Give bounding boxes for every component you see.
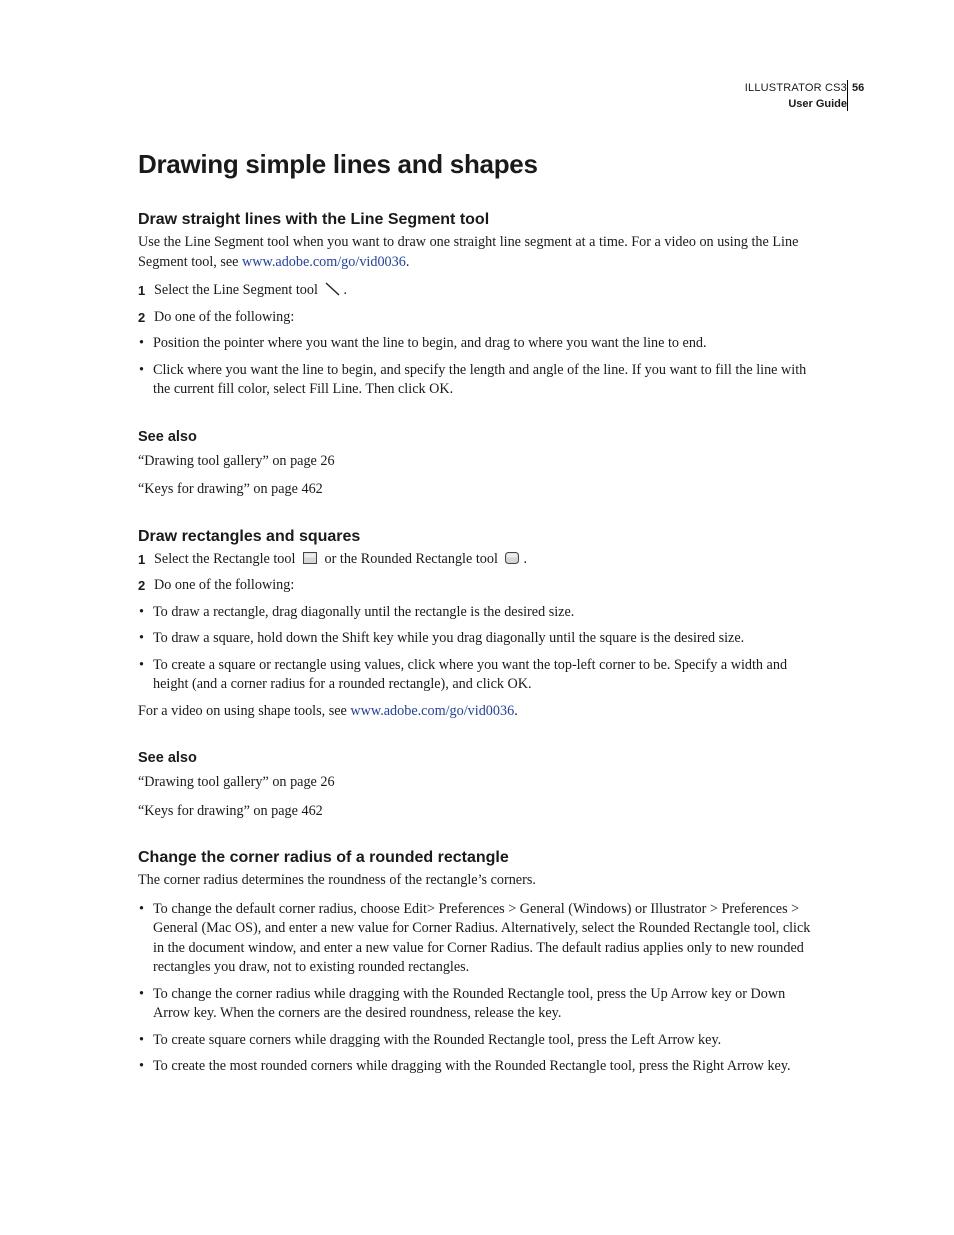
- rectangle-tool-icon: [302, 551, 318, 565]
- see-also-item[interactable]: [138, 802, 818, 822]
- list-item-text: To create a square or rectangle using values, click where you want the top-left corner to be. Specify a width and height (and a corner radius for a rounded rectangle), and click OK.: [153, 656, 788, 692]
- section-intro: [138, 233, 818, 272]
- section-heading-corner-radius: Change the corner radius of a rounded rectangle: [138, 849, 509, 866]
- step-text: Select the Line Segment tool: [154, 282, 318, 298]
- intro-end: .: [405, 253, 410, 270]
- bullet-glyph: •: [139, 361, 144, 378]
- list-item: [138, 603, 818, 623]
- product-name: ILLUSTRATOR CS3: [744, 82, 847, 94]
- see-also-text[interactable]: “Keys for drawing” on page 462: [138, 481, 323, 497]
- see-also-text[interactable]: “Keys for drawing” on page 462: [138, 802, 323, 819]
- list-item-text: Position the pointer where you want the line to begin, and drag to where you want the line to end.: [153, 335, 707, 351]
- bullet-glyph: •: [139, 630, 144, 646]
- list-item: [138, 656, 818, 695]
- video-note-text: For a video on using shape tools, see: [138, 702, 351, 719]
- video-note: [138, 702, 818, 722]
- bullet-glyph: •: [139, 656, 144, 673]
- list-item: [138, 361, 818, 400]
- bullet-glyph: •: [139, 335, 144, 351]
- intro-text: The corner radius determines the roundness of the rectangle’s corners.: [138, 872, 536, 888]
- bullet-glyph: •: [139, 1031, 144, 1048]
- step-text: Do one of the following:: [154, 308, 295, 325]
- see-also-item[interactable]: [138, 480, 818, 500]
- see-also-item[interactable]: [138, 773, 818, 793]
- video-note-end: .: [514, 702, 518, 719]
- list-item: [138, 1031, 818, 1051]
- list-item-text: To create square corners while dragging with the Rounded Rectangle tool, press the Left Arrow key.: [153, 1031, 722, 1048]
- see-also-item[interactable]: [138, 452, 818, 472]
- step-number: 1: [138, 551, 146, 567]
- running-head: [745, 80, 847, 112]
- section-heading-line-segment: Draw straight lines with the Line Segment tool: [138, 211, 490, 228]
- intro-text: Use the Line Segment tool when you want to draw one straight line segment at a time. For a video on using the Line Segment tool, see: [138, 234, 799, 270]
- list-item-text: To draw a square, hold down the Shift key while you drag diagonally until the square is the desired size.: [153, 630, 745, 646]
- section-intro: [138, 871, 818, 891]
- list-item: [138, 900, 818, 978]
- step-2: [138, 308, 818, 328]
- see-also-text[interactable]: “Drawing tool gallery” on page 26: [138, 452, 335, 469]
- see-also-heading: See also: [138, 750, 197, 766]
- list-item-text: To draw a rectangle, drag diagonally until the rectangle is the desired size.: [153, 603, 575, 620]
- step-number: 1: [138, 283, 146, 298]
- video-link[interactable]: www.adobe.com/go/vid0036: [242, 253, 406, 270]
- list-item: [138, 629, 818, 649]
- list-item-text: Click where you want the line to begin, and specify the length and angle of the line. If you want to fill the line with the current fill color, select Fill Line. Then click OK.: [153, 361, 807, 397]
- list-item-text: To create the most rounded corners while dragging with the Rounded Rectangle tool, press the Right Arrow key.: [153, 1058, 791, 1074]
- rounded-rectangle-tool-icon: [504, 551, 520, 565]
- step-1: [138, 550, 818, 570]
- page-content: [138, 146, 818, 1077]
- step-text: Select the Rectangle tool: [154, 550, 296, 567]
- bullet-glyph: •: [139, 1058, 144, 1074]
- list-item: [138, 985, 818, 1024]
- bullet-glyph: •: [139, 900, 144, 917]
- step-number: 2: [138, 578, 146, 593]
- page-title: Drawing simple lines and shapes: [138, 149, 538, 179]
- video-link[interactable]: www.adobe.com/go/vid0036: [350, 702, 515, 719]
- step-end: .: [343, 282, 347, 298]
- list-item: [138, 334, 818, 354]
- step-1: [138, 281, 818, 301]
- line-segment-tool-icon: [324, 282, 340, 296]
- see-also-heading: See also: [138, 428, 197, 445]
- bullet-glyph: •: [139, 985, 144, 1002]
- page-number: 56: [847, 80, 864, 111]
- step-text-b: or the Rounded Rectangle tool: [324, 550, 498, 567]
- list-item: [138, 1057, 818, 1077]
- step-end: .: [523, 550, 527, 567]
- step-2: [138, 576, 818, 596]
- list-item-text: To change the corner radius while dragging with the Rounded Rectangle tool, press the Up Arrow key or Down Arrow key. When the corners are the desired roundness, release the key.: [153, 985, 786, 1021]
- step-text: Do one of the following:: [154, 577, 295, 593]
- guide-name: User Guide: [788, 98, 847, 110]
- list-item-text: To change the default corner radius, choose Edit> Preferences > General (Windows) or Illustrator > Preferences > General (Mac OS), and enter a new value for Corner Radius. Alternatively, select the Rounded Rectangle tool, click in the document window, and enter a new value for Corner Radius. The default radius applies only to new rounded rectangles you draw, not to existing rounded rectangles.: [153, 900, 811, 975]
- see-also-text[interactable]: “Drawing tool gallery” on page 26: [138, 774, 335, 790]
- step-number: 2: [138, 309, 146, 325]
- section-heading-rectangles: Draw rectangles and squares: [138, 527, 361, 545]
- bullet-glyph: •: [139, 603, 144, 620]
